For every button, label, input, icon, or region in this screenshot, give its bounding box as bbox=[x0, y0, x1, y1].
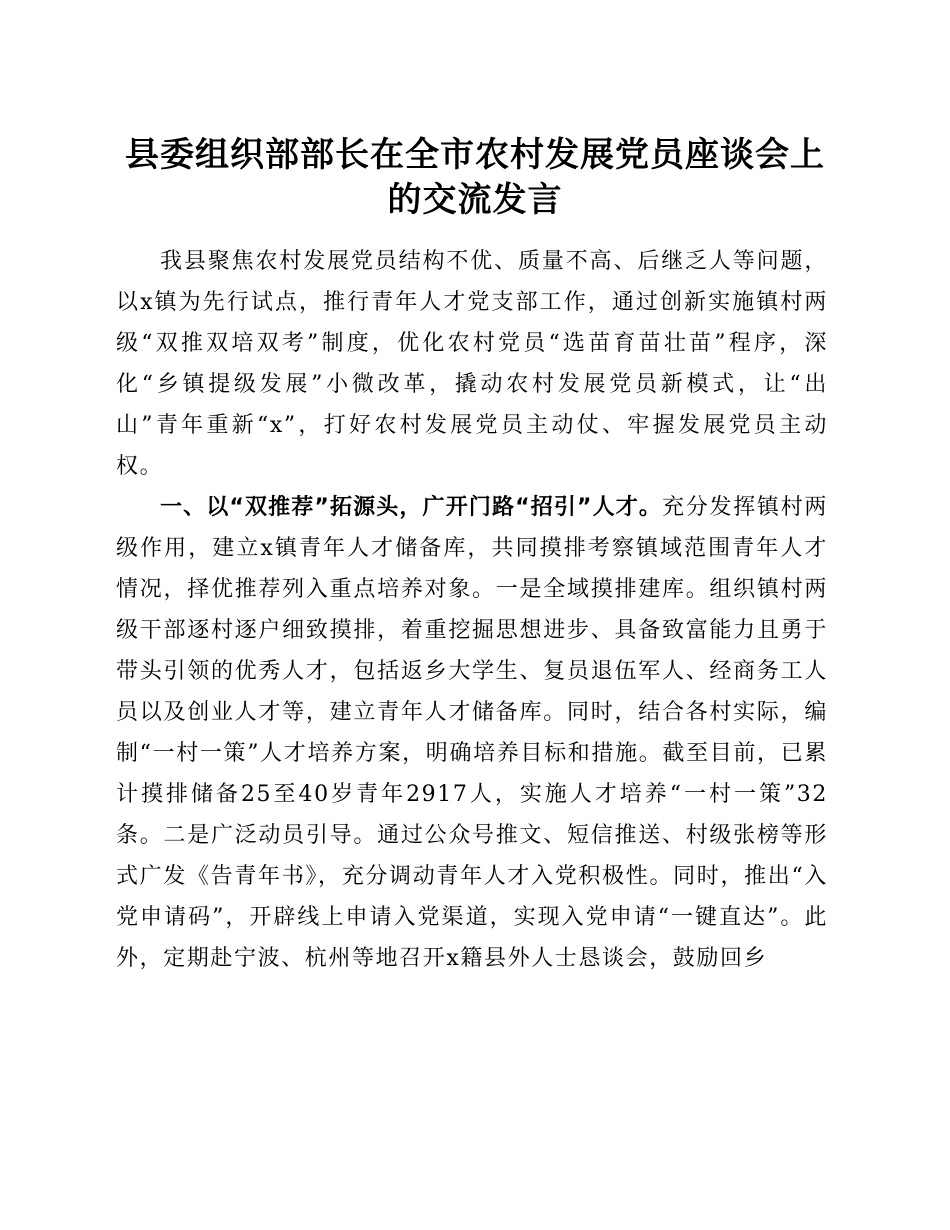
intro-paragraph: 我县聚焦农村发展党员结构不优、质量不高、后继乏人等问题，以x镇为先行试点，推行青年人才党支部工作，通过创新实施镇村两级“双推双培双考”制度，优化农村党员“选苗育苗壮苗”程序，深化“乡镇提级发展”小微改革，撬动农村发展党员新模式，让“出山”青年重新“x”，打好农村发展党员主动仗、牢握发展党员主动权。 bbox=[116, 249, 828, 479]
section-1-text: 充分发挥镇村两级作用，建立x镇青年人才储备库，共同摸排考察镇域范围青年人才情况，择优推荐列入重点培养对象。一是全域摸排建库。组织镇村两级干部逐村逐户细致摸排，着重挖掘思想进步、具备致富能力且勇于带头引领的优秀人才，包括返乡大学生、复员退伍军人、经商务工人员以及创业人才等，建立青年人才储备库。同时，结合各村实际，编制“一村一策”人才培养方案，明确培养目标和措施。截至目前，已累计摸排储备25至40岁青年2917人，实施人才培养“一村一策”32条。二是广泛动员引导。通过公众号推文、短信推送、村级张榜等形式广发《告青年书》，充分调动青年人才入党积极性。同时，推出“入党申请码”，开辟线上申请入党渠道，实现入党申请“一键直达”。此外，定期赴宁波、杭州等地召开x籍县外人士恳谈会，鼓励回乡 bbox=[116, 495, 829, 971]
section-1-heading: 一、以“双推荐”拓源头，广开门路“招引”人才。 bbox=[160, 495, 662, 520]
title-line-1: 县委组织部部长在全市农村发展党员座谈会上 bbox=[125, 135, 825, 175]
document-body bbox=[116, 241, 828, 979]
section-1-paragraph bbox=[116, 487, 828, 979]
document-title bbox=[100, 133, 850, 223]
title-line-2: 的交流发言 bbox=[387, 180, 563, 220]
